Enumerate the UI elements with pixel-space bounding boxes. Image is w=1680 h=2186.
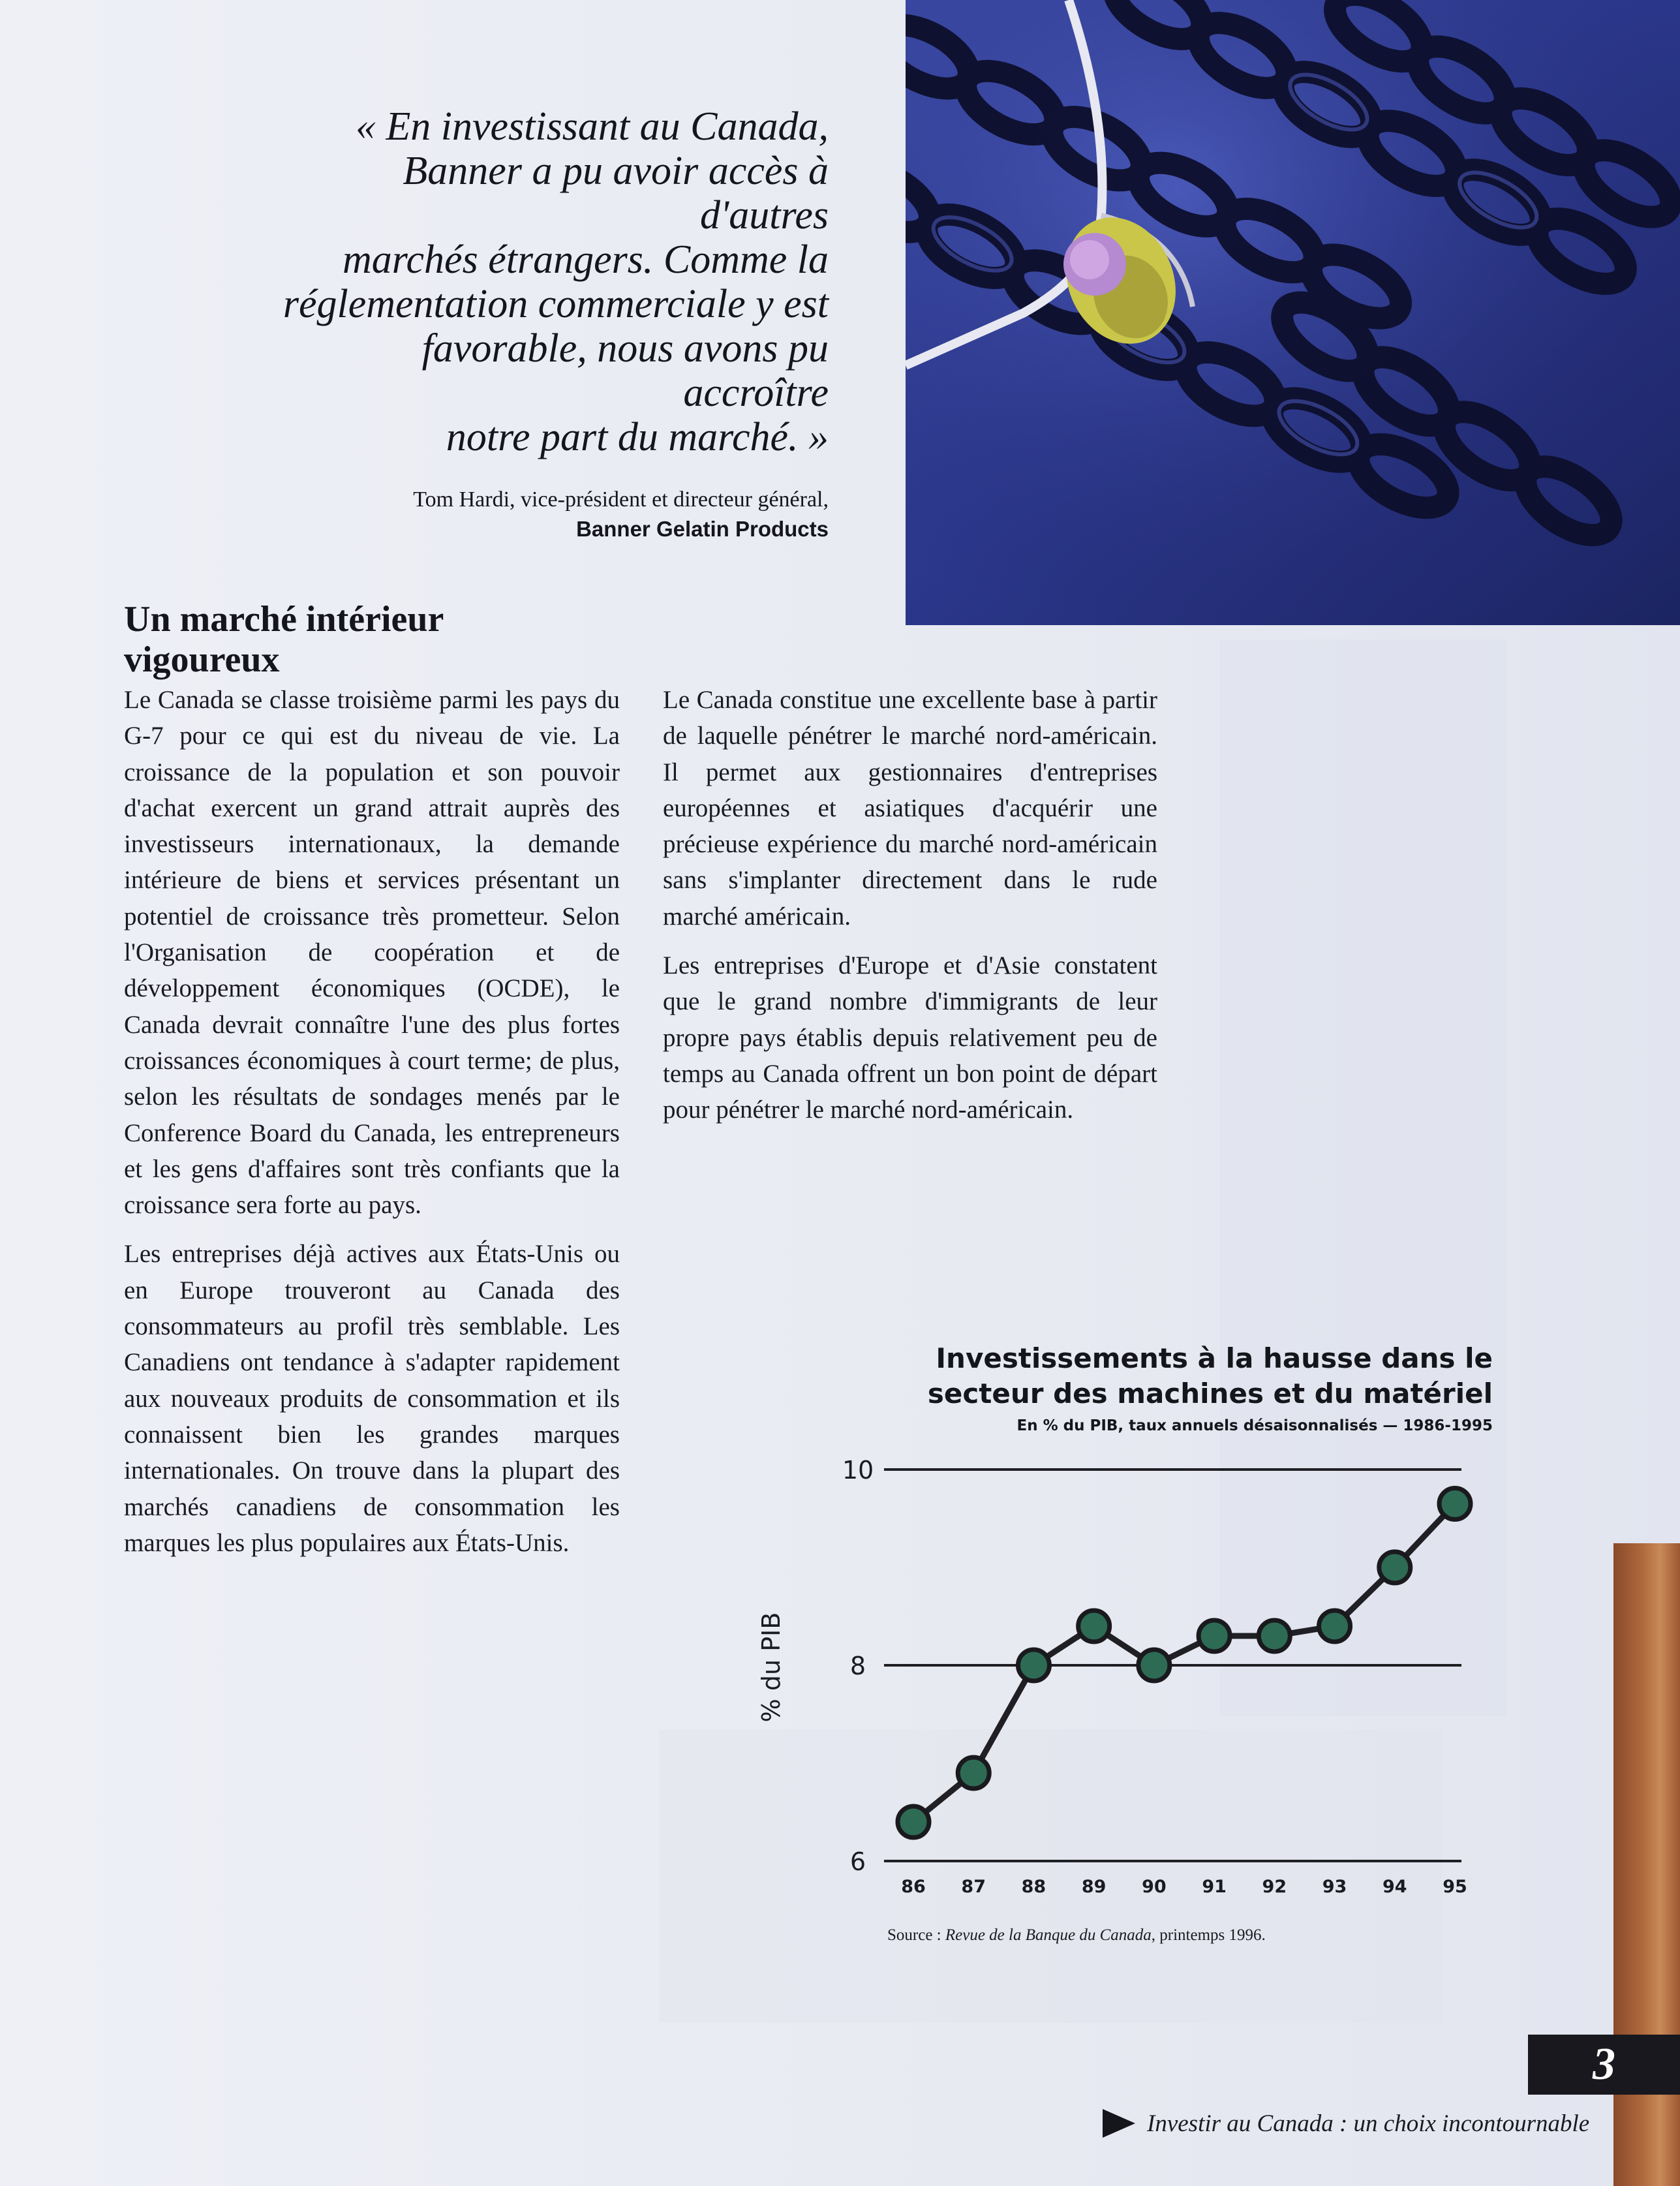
quote-line: Banner a pu avoir accès à d'autres (403, 149, 829, 238)
chart-point (1199, 1620, 1230, 1652)
chart-y-tick-label: 6 (849, 1847, 866, 1876)
paragraph: Le Canada constitue une excellente base à partir de laquelle pénétrer le marché nord-américain. Il permet aux gestionnaires d'entreprises européennes et asiatiques d'acquérir une précieuse expérience du marché nord-américain sans s'implanter directement dans le rude marché américain. (663, 686, 1157, 931)
chart-subtitle: En % du PIB, taux annuels désaisonnalisés — 1986-1995 (1016, 1417, 1493, 1434)
chart-point (1078, 1610, 1110, 1642)
chart-point (1379, 1552, 1411, 1583)
chart-points (898, 1488, 1471, 1838)
paragraph: Les entreprises d'Europe et d'Asie constatent que le grand nombre d'immigrants de leur propre pays établis depuis relativement peu de temps au Canada offrent un bon point de départ pour pénétrer le marché nord-américain. (663, 951, 1157, 1124)
page-number: 3 (1528, 2035, 1680, 2095)
chart-x-tick-label: 90 (1142, 1877, 1167, 1897)
chart-point (1018, 1650, 1049, 1681)
chains-photo (906, 0, 1680, 625)
chart-point (958, 1757, 989, 1789)
chart-y-axis-label: % du PIB (757, 1612, 786, 1723)
chart-x-tick-label: 92 (1262, 1877, 1287, 1897)
quote-line: réglementation commerciale y est (283, 282, 829, 326)
section-heading-line: Un marché intérieur (124, 599, 444, 639)
right-column (663, 682, 1157, 1141)
chart-gridlines (884, 1470, 1461, 1861)
chart-title-line: Investissements à la hausse dans le (936, 1342, 1493, 1374)
chart-point (1259, 1620, 1290, 1652)
chart-y-tick-label: 10 (842, 1456, 874, 1485)
chart-title-line: secteur des machines et du matériel (927, 1378, 1493, 1409)
quote-text (274, 104, 829, 459)
line-chart (744, 1436, 1514, 1925)
chart-source (887, 1926, 1409, 1945)
paragraph: Les entreprises déjà actives aux États-Unis ou en Europe trouveront au Canada des consommateurs au profil très semblable. Les Canadiens ont tendance à s'adapter rapidement aux nouveaux produits de consommation et ils connaissent bien les grandes marques internationales. On trouve dans la plupart des marchés canadiens de consommation les marques les plus populaires aux États-Unis. (124, 1240, 620, 1557)
chart-x-tick-label: 86 (901, 1877, 926, 1897)
chart-point (1439, 1488, 1471, 1520)
section-heading-line: vigoureux (124, 639, 280, 680)
chart-title (842, 1341, 1493, 1411)
chart-x-tick-label: 89 (1081, 1877, 1107, 1897)
chart-x-tick-label: 94 (1382, 1877, 1407, 1897)
source-title: Revue de la Banque du Canada (945, 1926, 1152, 1944)
quote-company: Banner Gelatin Products (576, 517, 829, 541)
chart-x-tick-label: 88 (1021, 1877, 1046, 1897)
triangle-arrow-icon (1103, 2109, 1135, 2138)
chart-series-line (913, 1504, 1455, 1823)
chart-point (1138, 1650, 1170, 1681)
pull-quote (274, 104, 829, 544)
chart-y-tick-label: 8 (849, 1652, 866, 1680)
quote-line: « En investissant au Canada, (355, 104, 829, 149)
chart-point (1319, 1610, 1351, 1642)
quote-attribution: Tom Hardi, vice-président et directeur général, (413, 487, 829, 512)
chart-x-tick-labels (901, 1877, 1467, 1897)
source-prefix: Source : (887, 1926, 945, 1944)
chart-x-tick-label: 93 (1322, 1877, 1347, 1897)
quote-line: favorable, nous avons pu accroître (421, 326, 829, 415)
chart-x-tick-label: 91 (1202, 1877, 1227, 1897)
section-heading (124, 599, 646, 680)
footer (1103, 2104, 1611, 2144)
footer-text: Investir au Canada : un choix incontournable (1147, 2110, 1590, 2137)
left-column (124, 682, 620, 1574)
paragraph: Le Canada se classe troisième parmi les pays du G-7 pour ce qui est du niveau de vie. La croissance de la population et son pouvoir d'achat exercent un grand attrait auprès des investisseurs internationaux, la demande intérieure de biens et services présentant un potentiel de croissance très prometteur. Selon l'Organisation de coopération et de développement économiques (OCDE), le Canada devrait connaître l'une des plus fortes croissances économiques à court terme; de plus, selon les résultats de sondages menés par le Conference Board du Canada, les entrepreneurs et les gens d'affaires sont très confiants que la croissance sera forte au pays. (124, 686, 620, 1220)
chart-y-tick-labels (842, 1456, 874, 1876)
chart-x-tick-label: 95 (1443, 1877, 1467, 1897)
source-suffix: , printemps 1996. (1151, 1926, 1266, 1944)
chart-point (898, 1806, 929, 1838)
quote-line: notre part du marché. » (446, 415, 829, 459)
quote-line: marchés étrangers. Comme la (342, 238, 829, 282)
chart-x-tick-label: 87 (961, 1877, 986, 1897)
